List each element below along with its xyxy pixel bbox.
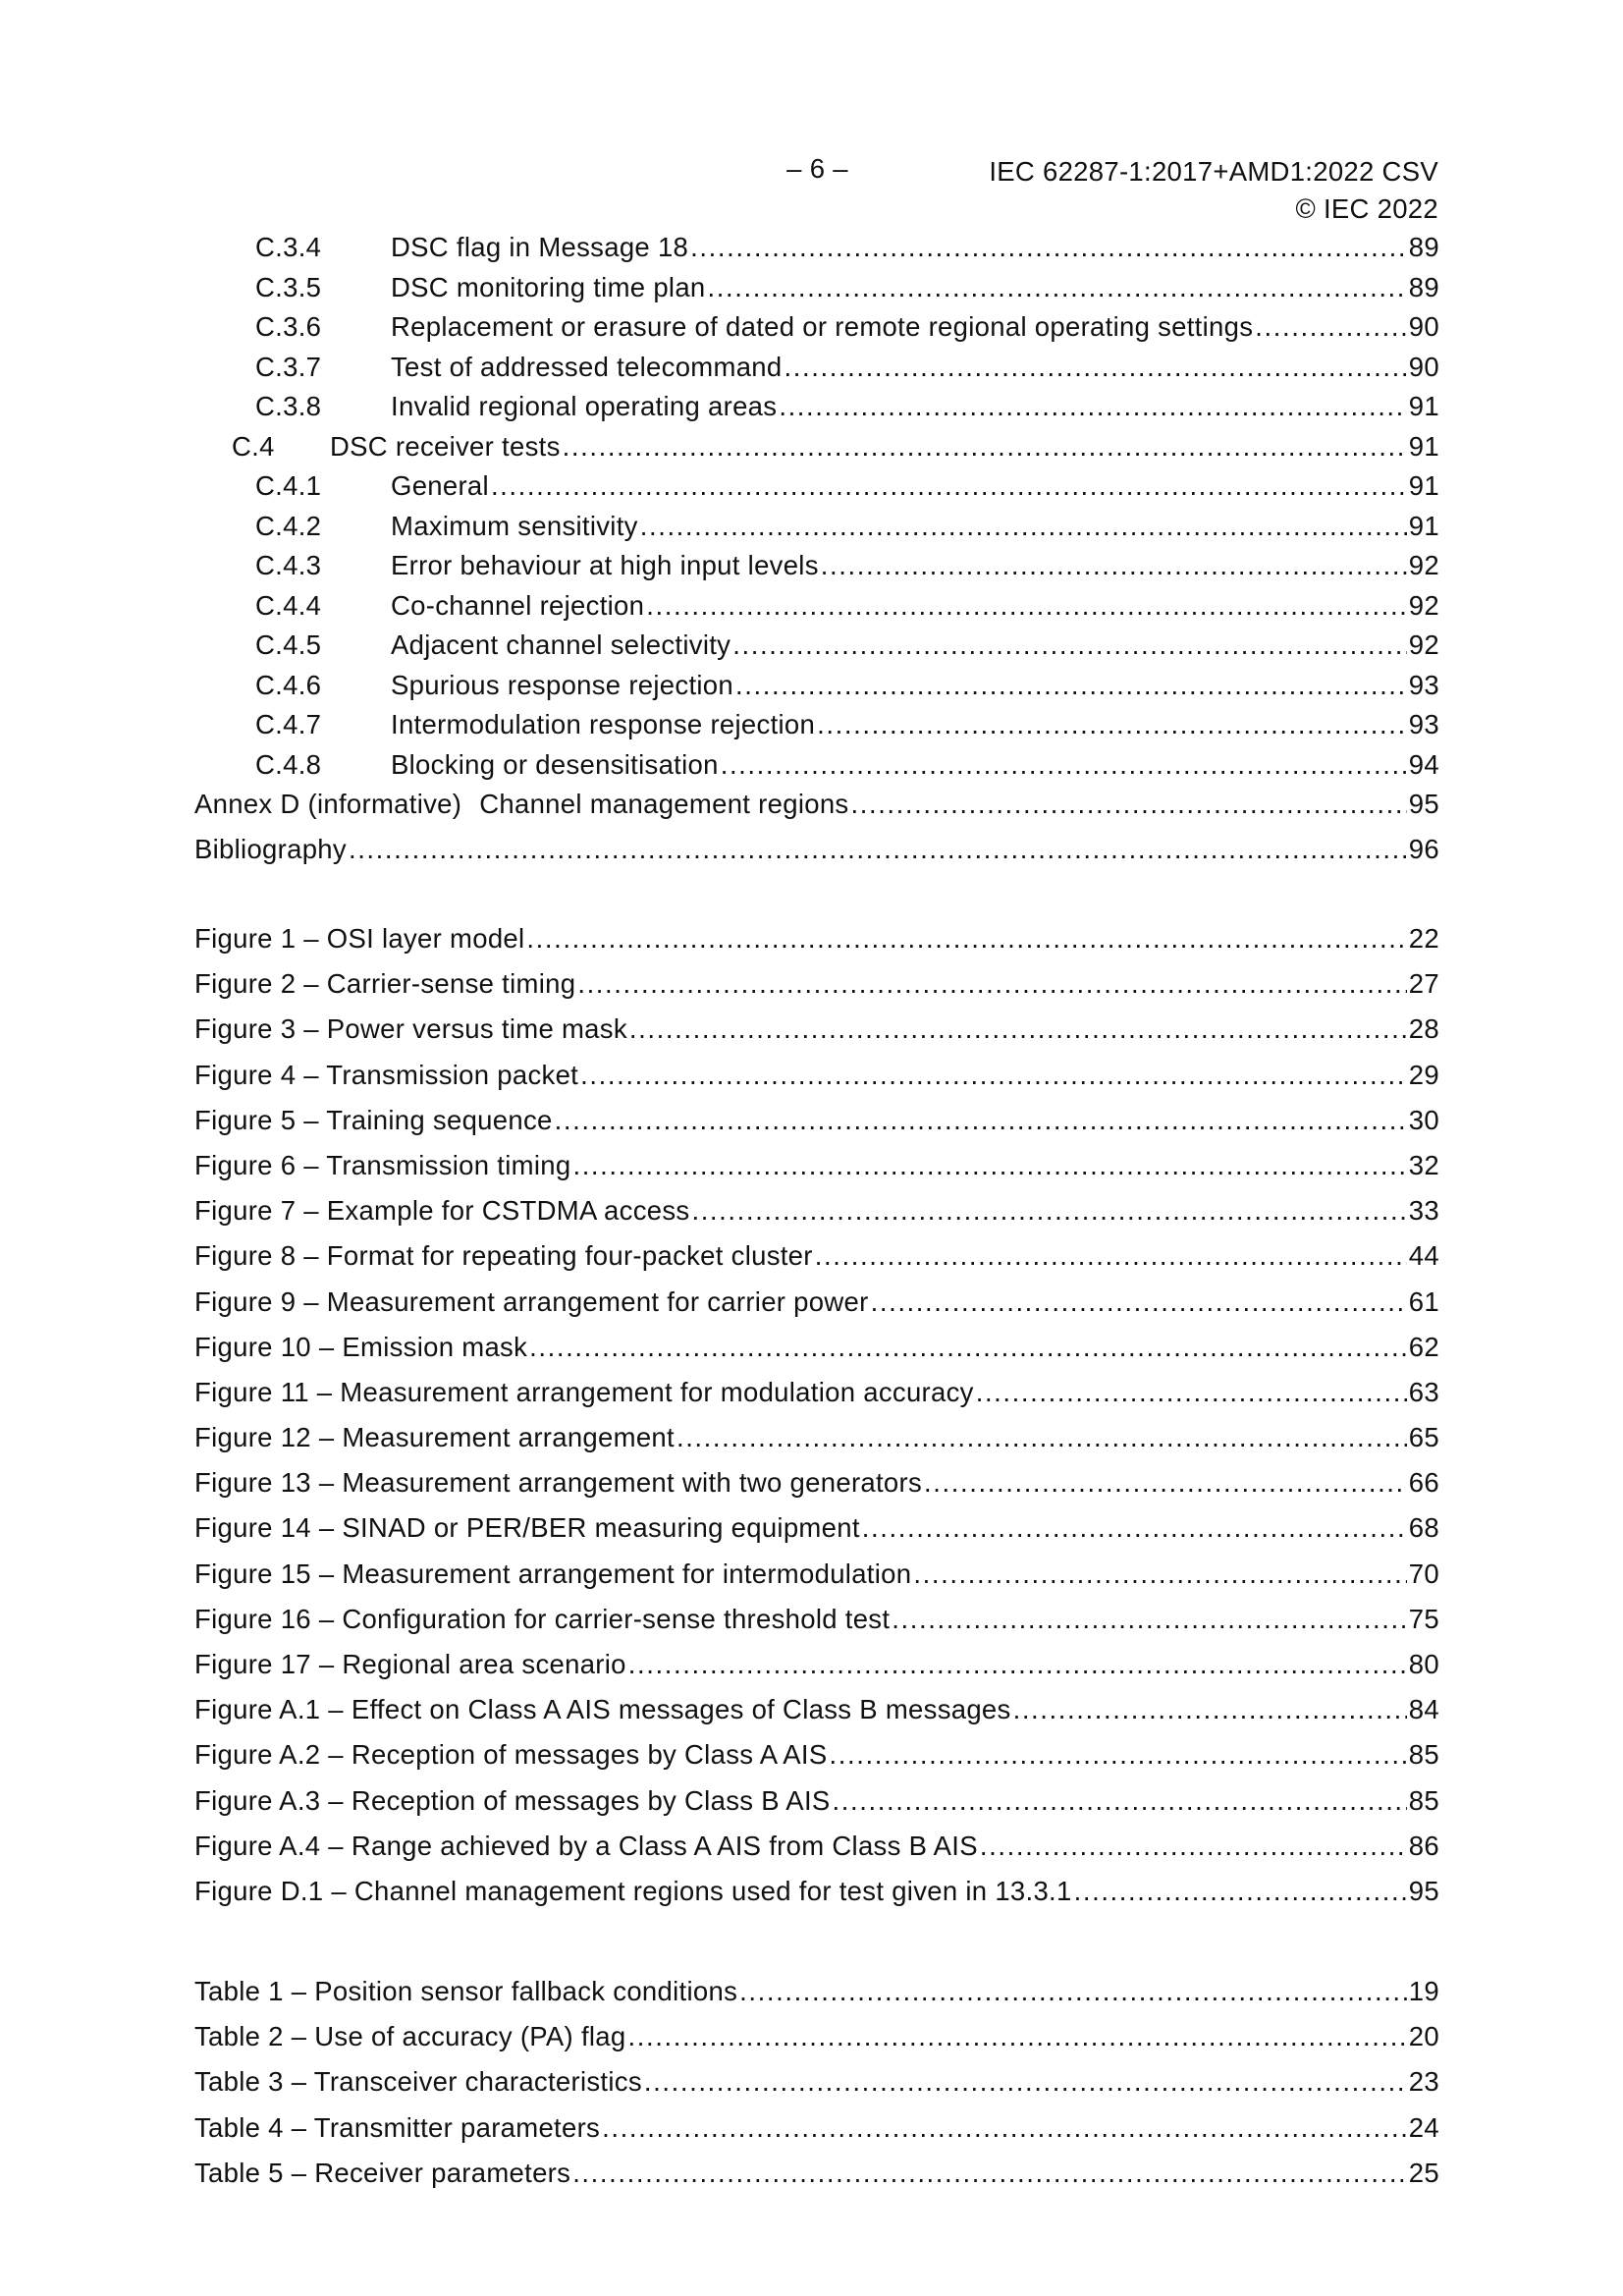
figure-entry[interactable]	[194, 1286, 1439, 1332]
dot-leader	[572, 2158, 1407, 2189]
figure-entry[interactable]	[194, 1150, 1439, 1195]
figure-entry-page: 61	[1408, 1285, 1439, 1317]
figure-entry[interactable]	[194, 1876, 1439, 1921]
figure-entry-page: 62	[1408, 1331, 1439, 1362]
figure-entry-title: Figure D.1 – Channel management regions used for test given in 13.3.1	[194, 1875, 1072, 1906]
dot-leader	[349, 834, 1407, 865]
table-entry[interactable]	[194, 1976, 1439, 2021]
figure-entry-title: Figure 11 – Measurement arrangement for modulation accuracy	[194, 1376, 974, 1407]
figure-entry-page: 86	[1408, 1830, 1439, 1861]
dot-leader	[646, 590, 1407, 622]
table-entry-page: 24	[1408, 2111, 1439, 2143]
toc-entry-title: Channel management regions	[479, 789, 849, 819]
dot-leader	[577, 968, 1406, 1000]
toc-entry-page: 93	[1408, 669, 1439, 700]
toc-entry-number: C.3.6	[255, 311, 322, 342]
figure-entry-page: 63	[1408, 1376, 1439, 1407]
figure-entry-page: 65	[1408, 1422, 1439, 1453]
table-entry[interactable]	[194, 2158, 1439, 2203]
dot-leader	[732, 629, 1407, 661]
toc-entry-page: 92	[1408, 550, 1439, 580]
toc-entry-number: C.4.7	[255, 709, 322, 739]
dot-leader	[628, 1649, 1407, 1680]
dot-leader	[871, 1286, 1407, 1318]
dot-leader	[821, 550, 1407, 581]
figure-entry-title: Figure 2 – Carrier-sense timing	[194, 968, 576, 1000]
dot-leader	[1013, 1694, 1407, 1725]
dot-leader	[640, 511, 1407, 542]
toc-entry-page: 89	[1408, 271, 1439, 302]
toc-entry-page: 95	[1408, 789, 1439, 819]
toc-entry-number: C.3.8	[255, 391, 322, 421]
figure-entry[interactable]	[194, 1240, 1439, 1285]
dot-leader	[1074, 1876, 1407, 1907]
figure-entry-title: Figure 9 – Measurement arrangement for carrier power	[194, 1285, 869, 1317]
toc-entry[interactable]	[194, 629, 1439, 670]
figure-entry-page: 30	[1408, 1104, 1439, 1135]
figure-entry-page: 66	[1408, 1467, 1439, 1499]
figure-entry[interactable]	[194, 1105, 1439, 1150]
toc-entry[interactable]	[194, 311, 1439, 352]
table-entry-title: Table 3 – Transceiver characteristics	[194, 2066, 642, 2098]
toc-entry-number: C.3.5	[255, 271, 322, 302]
figure-entry-title: Figure A.4 – Range achieved by a Class A AIS from Class B AIS	[194, 1830, 978, 1861]
toc-entry[interactable]	[194, 391, 1439, 431]
figure-entry[interactable]	[194, 1422, 1439, 1467]
figure-entry[interactable]	[194, 1512, 1439, 1558]
dot-leader	[784, 352, 1407, 383]
document-header	[849, 153, 1438, 228]
dot-leader	[913, 1558, 1406, 1590]
toc-entry[interactable]	[194, 550, 1439, 590]
toc-entry-number: C.4.2	[255, 510, 322, 541]
toc-entry-title: Test of addressed telecommand	[391, 351, 783, 382]
toc-entry-number: C.4.8	[255, 748, 322, 780]
figure-entry-title: Figure 12 – Measurement arrangement	[194, 1422, 675, 1453]
toc-entry-page: 91	[1408, 430, 1439, 462]
figure-entry[interactable]	[194, 1831, 1439, 1876]
dot-leader	[644, 2066, 1407, 2098]
toc-entry[interactable]	[194, 749, 1439, 790]
toc-entry-page: 92	[1408, 589, 1439, 621]
figure-entry[interactable]	[194, 1785, 1439, 1831]
figure-entry[interactable]	[194, 1739, 1439, 1784]
toc-entry[interactable]	[194, 352, 1439, 392]
dot-leader	[976, 1377, 1407, 1408]
dot-leader	[892, 1604, 1407, 1635]
figure-entry-title: Figure 14 – SINAD or PER/BER measuring equipment	[194, 1512, 860, 1544]
figure-entry-page: 95	[1408, 1875, 1439, 1906]
figure-entry[interactable]	[194, 1060, 1439, 1105]
dot-leader	[850, 789, 1406, 820]
toc-entry-page: 91	[1408, 391, 1439, 421]
dot-leader	[580, 1060, 1407, 1091]
figure-entry-page: 85	[1408, 1739, 1439, 1771]
table-entry[interactable]	[194, 2066, 1439, 2111]
figure-entry[interactable]	[194, 1377, 1439, 1422]
toc-entry-page: 96	[1408, 833, 1439, 864]
figure-entry-page: 75	[1408, 1603, 1439, 1634]
toc-entry-title: Intermodulation response rejection	[391, 709, 816, 739]
list-of-figures	[194, 923, 1439, 1921]
list-of-tables	[194, 1976, 1439, 2203]
dot-leader	[721, 749, 1407, 781]
figure-entry-title: Figure 4 – Transmission packet	[194, 1059, 579, 1090]
toc-entry-title: Bibliography	[194, 833, 347, 864]
table-entry-title: Table 4 – Transmitter parameters	[194, 2111, 601, 2143]
figure-entry[interactable]	[194, 1195, 1439, 1240]
figure-entry-title: Figure 7 – Example for CSTDMA access	[194, 1195, 690, 1227]
figure-entry[interactable]	[194, 923, 1439, 968]
dot-leader	[555, 1105, 1407, 1136]
page-number-header: – 6 –	[786, 153, 848, 184]
toc-entry-number: C.3.7	[255, 351, 322, 382]
toc-entry-page: 94	[1408, 748, 1439, 780]
dot-leader	[924, 1467, 1407, 1499]
figure-entry[interactable]	[194, 1013, 1439, 1059]
figure-entry-page: 44	[1408, 1240, 1439, 1272]
toc-entry[interactable]	[194, 470, 1439, 511]
dot-leader	[980, 1831, 1407, 1862]
toc-entry-page: 93	[1408, 709, 1439, 739]
table-entry-page: 23	[1408, 2066, 1439, 2098]
toc-entry-page: 91	[1408, 510, 1439, 541]
dot-leader	[690, 232, 1407, 263]
figure-entry[interactable]	[194, 1332, 1439, 1377]
table-entry-title: Table 1 – Position sensor fallback conditions	[194, 1976, 738, 2006]
dot-leader	[830, 1739, 1407, 1771]
toc-entry[interactable]	[194, 709, 1439, 749]
figure-entry-title: Figure 3 – Power versus time mask	[194, 1013, 627, 1045]
table-entry-title: Table 2 – Use of accuracy (PA) flag	[194, 2021, 626, 2052]
figure-entry-page: 29	[1408, 1059, 1439, 1090]
dot-leader	[529, 1332, 1407, 1363]
toc-entry-title: Replacement or erasure of dated or remote regional operating settings	[391, 311, 1254, 342]
dot-leader	[691, 1195, 1406, 1227]
dot-leader	[833, 1785, 1407, 1817]
dot-leader	[779, 391, 1406, 422]
figure-entry[interactable]	[194, 968, 1439, 1013]
toc-entry-title: Co-channel rejection	[391, 589, 645, 621]
toc-entry-number: C.4.6	[255, 669, 322, 700]
figure-entry-title: Figure 6 – Transmission timing	[194, 1149, 571, 1180]
toc-entry-page: 89	[1408, 232, 1439, 262]
dot-leader	[817, 709, 1407, 740]
figure-entry-title: Figure 5 – Training sequence	[194, 1104, 553, 1135]
dot-leader	[676, 1422, 1407, 1453]
toc-entry[interactable]	[194, 232, 1439, 272]
figure-entry-page: 22	[1408, 923, 1439, 954]
toc-entry-title: Adjacent channel selectivity	[391, 629, 731, 660]
toc-entry-bibliography[interactable]	[194, 834, 1439, 874]
figure-entry-title: Figure A.1 – Effect on Class A AIS messages of Class B messages	[194, 1694, 1011, 1725]
dot-leader	[572, 1150, 1406, 1181]
dot-leader	[815, 1240, 1407, 1272]
figure-entry-title: Figure A.3 – Reception of messages by Class B AIS	[194, 1784, 831, 1816]
toc-entry[interactable]	[194, 272, 1439, 312]
toc-entry-number: C.4.5	[255, 629, 322, 660]
toc-entry-annex[interactable]	[194, 789, 1439, 829]
dot-leader	[602, 2112, 1407, 2144]
figure-entry-title: Figure 15 – Measurement arrangement for intermodulation	[194, 1558, 912, 1589]
figure-entry-title: Figure 13 – Measurement arrangement with two generators	[194, 1467, 923, 1499]
dot-leader	[708, 272, 1407, 303]
table-entry-page: 20	[1408, 2021, 1439, 2052]
figure-entry-title: Figure 1 – OSI layer model	[194, 923, 525, 954]
dot-leader	[862, 1512, 1407, 1544]
dot-leader	[1255, 311, 1407, 343]
figure-entry-page: 70	[1408, 1558, 1439, 1589]
dot-leader	[739, 1976, 1407, 2007]
dot-leader	[629, 1013, 1407, 1045]
dot-leader	[526, 923, 1406, 955]
table-entry[interactable]	[194, 2112, 1439, 2158]
toc-entry-page: 90	[1408, 311, 1439, 342]
toc-entry[interactable]	[194, 431, 1439, 471]
figure-entry-page: 27	[1408, 968, 1439, 1000]
dot-leader	[563, 431, 1407, 463]
figure-entry-page: 84	[1408, 1694, 1439, 1725]
toc-entry-title: Spurious response rejection	[391, 669, 733, 700]
figure-entry-page: 33	[1408, 1195, 1439, 1227]
toc-entry-title: DSC monitoring time plan	[391, 271, 706, 302]
figure-entry-page: 28	[1408, 1013, 1439, 1045]
toc-entry[interactable]	[194, 590, 1439, 630]
figure-entry-page: 85	[1408, 1784, 1439, 1816]
copyright-notice: © IEC 2022	[1295, 193, 1438, 224]
figure-entry-page: 80	[1408, 1649, 1439, 1679]
figure-entry-title: Figure 17 – Regional area scenario	[194, 1649, 626, 1679]
figure-entry-title: Figure 16 – Configuration for carrier-sense threshold test	[194, 1603, 891, 1634]
toc-entry-title: Invalid regional operating areas	[391, 391, 778, 421]
toc-entry-number: C.4.1	[255, 470, 322, 501]
table-entry-page: 25	[1408, 2157, 1439, 2188]
figure-entry[interactable]	[194, 1604, 1439, 1649]
toc-entry-title: Maximum sensitivity	[391, 510, 638, 541]
figure-entry-page: 68	[1408, 1512, 1439, 1544]
toc-sections	[194, 232, 1439, 873]
toc-entry-title: DSC flag in Message 18	[391, 232, 689, 262]
toc-entry[interactable]	[194, 670, 1439, 710]
toc-entry-number: C.4	[232, 430, 275, 462]
toc-entry[interactable]	[194, 511, 1439, 551]
table-entry-title: Table 5 – Receiver parameters	[194, 2157, 571, 2188]
document-id: IEC 62287-1:2017+AMD1:2022 CSV	[989, 156, 1438, 187]
toc-entry-number: C.4.4	[255, 589, 322, 621]
dot-leader	[491, 470, 1407, 502]
toc-entry-title: Error behaviour at high input levels	[391, 550, 819, 580]
toc-entry-page: 90	[1408, 351, 1439, 382]
figure-entry[interactable]	[194, 1558, 1439, 1604]
toc-entry-page: 91	[1408, 470, 1439, 501]
figure-entry-title: Figure 8 – Format for repeating four-packet cluster	[194, 1240, 813, 1272]
table-entry[interactable]	[194, 2021, 1439, 2066]
toc-entry-title: Blocking or desensitisation	[391, 748, 719, 780]
dot-leader	[628, 2021, 1407, 2052]
figure-entry-title: Figure 10 – Emission mask	[194, 1331, 528, 1362]
toc-entry-title: DSC receiver tests	[330, 430, 561, 462]
table-entry-page: 19	[1408, 1976, 1439, 2006]
figure-entry[interactable]	[194, 1649, 1439, 1694]
figure-entry[interactable]	[194, 1694, 1439, 1739]
dot-leader	[735, 670, 1407, 701]
toc-entry-page: 92	[1408, 629, 1439, 660]
toc-entry-number: Annex D (informative)	[194, 789, 462, 819]
figure-entry[interactable]	[194, 1467, 1439, 1512]
toc-entry-number: C.3.4	[255, 232, 322, 262]
figure-entry-title: Figure A.2 – Reception of messages by Class A AIS	[194, 1739, 828, 1771]
toc-entry-number: C.4.3	[255, 550, 322, 580]
figure-entry-page: 32	[1408, 1149, 1439, 1180]
toc-entry-title: General	[391, 470, 489, 501]
